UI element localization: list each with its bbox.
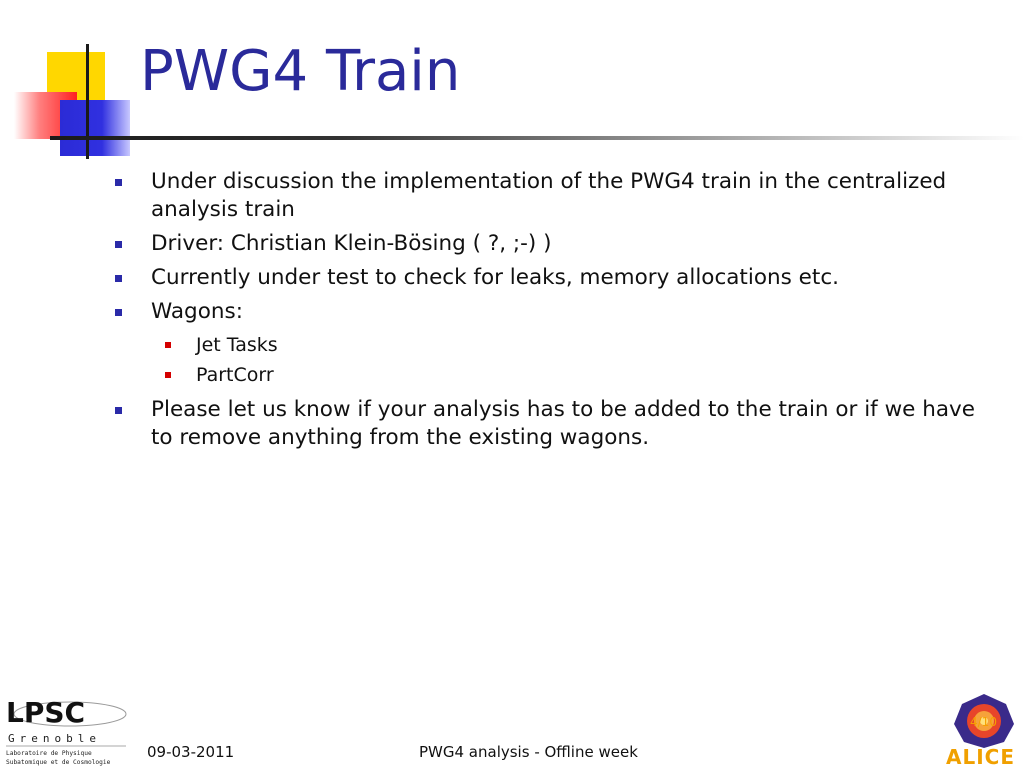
sub-bullet-list xyxy=(110,330,1000,390)
lpsc-logo-name: LPSC xyxy=(6,696,86,729)
square-bullet-icon xyxy=(115,407,122,414)
sub-bullet-text: Jet Tasks xyxy=(196,334,278,356)
title-underline xyxy=(50,136,1024,140)
bullet-text: Wagons: xyxy=(151,299,243,324)
bullet-item xyxy=(110,230,1000,258)
footer-date: 09-03-2011 xyxy=(147,743,235,761)
lpsc-logo xyxy=(4,690,128,766)
decor-vertical-line xyxy=(86,44,89,159)
sub-bullet-item xyxy=(110,360,1000,390)
sub-bullet-item xyxy=(110,330,1000,360)
bullet-text: Driver: Christian Klein-Bösing ( ?, ;-) ) xyxy=(151,231,552,256)
bullet-list xyxy=(110,168,1000,452)
bullet-item xyxy=(110,396,1000,452)
red-square-bullet-icon xyxy=(165,372,171,378)
sub-bullet-text: PartCorr xyxy=(196,364,274,386)
decor-blue-square xyxy=(60,100,130,156)
alice-logo-text: ALICE xyxy=(946,745,1016,769)
square-bullet-icon xyxy=(115,179,122,186)
bullet-item xyxy=(110,298,1000,390)
square-bullet-icon xyxy=(115,241,122,248)
lpsc-logo-line2: Subatomique et de Cosmologie xyxy=(6,759,111,766)
lpsc-logo-city: Grenoble xyxy=(8,732,101,745)
square-bullet-icon xyxy=(115,275,122,282)
square-bullet-icon xyxy=(115,309,122,316)
slide-title: PWG4 Train xyxy=(140,39,461,104)
red-square-bullet-icon xyxy=(165,342,171,348)
bullet-item xyxy=(110,264,1000,292)
bullet-text: Please let us know if your analysis has to be added to the train or if we have to remove anything from the existing wagons. xyxy=(151,397,975,450)
bullet-text: Currently under test to check for leaks, memory allocations etc. xyxy=(151,265,839,290)
bullet-item xyxy=(110,168,1000,224)
bullet-text: Under discussion the implementation of the PWG4 train in the centralized analysis train xyxy=(151,169,947,222)
slide-content xyxy=(110,168,1000,458)
page-number: 4/10 xyxy=(970,715,997,729)
lpsc-logo-line1: Laboratoire de Physique xyxy=(6,750,92,757)
footer-title: PWG4 analysis - Offline week xyxy=(419,743,638,761)
